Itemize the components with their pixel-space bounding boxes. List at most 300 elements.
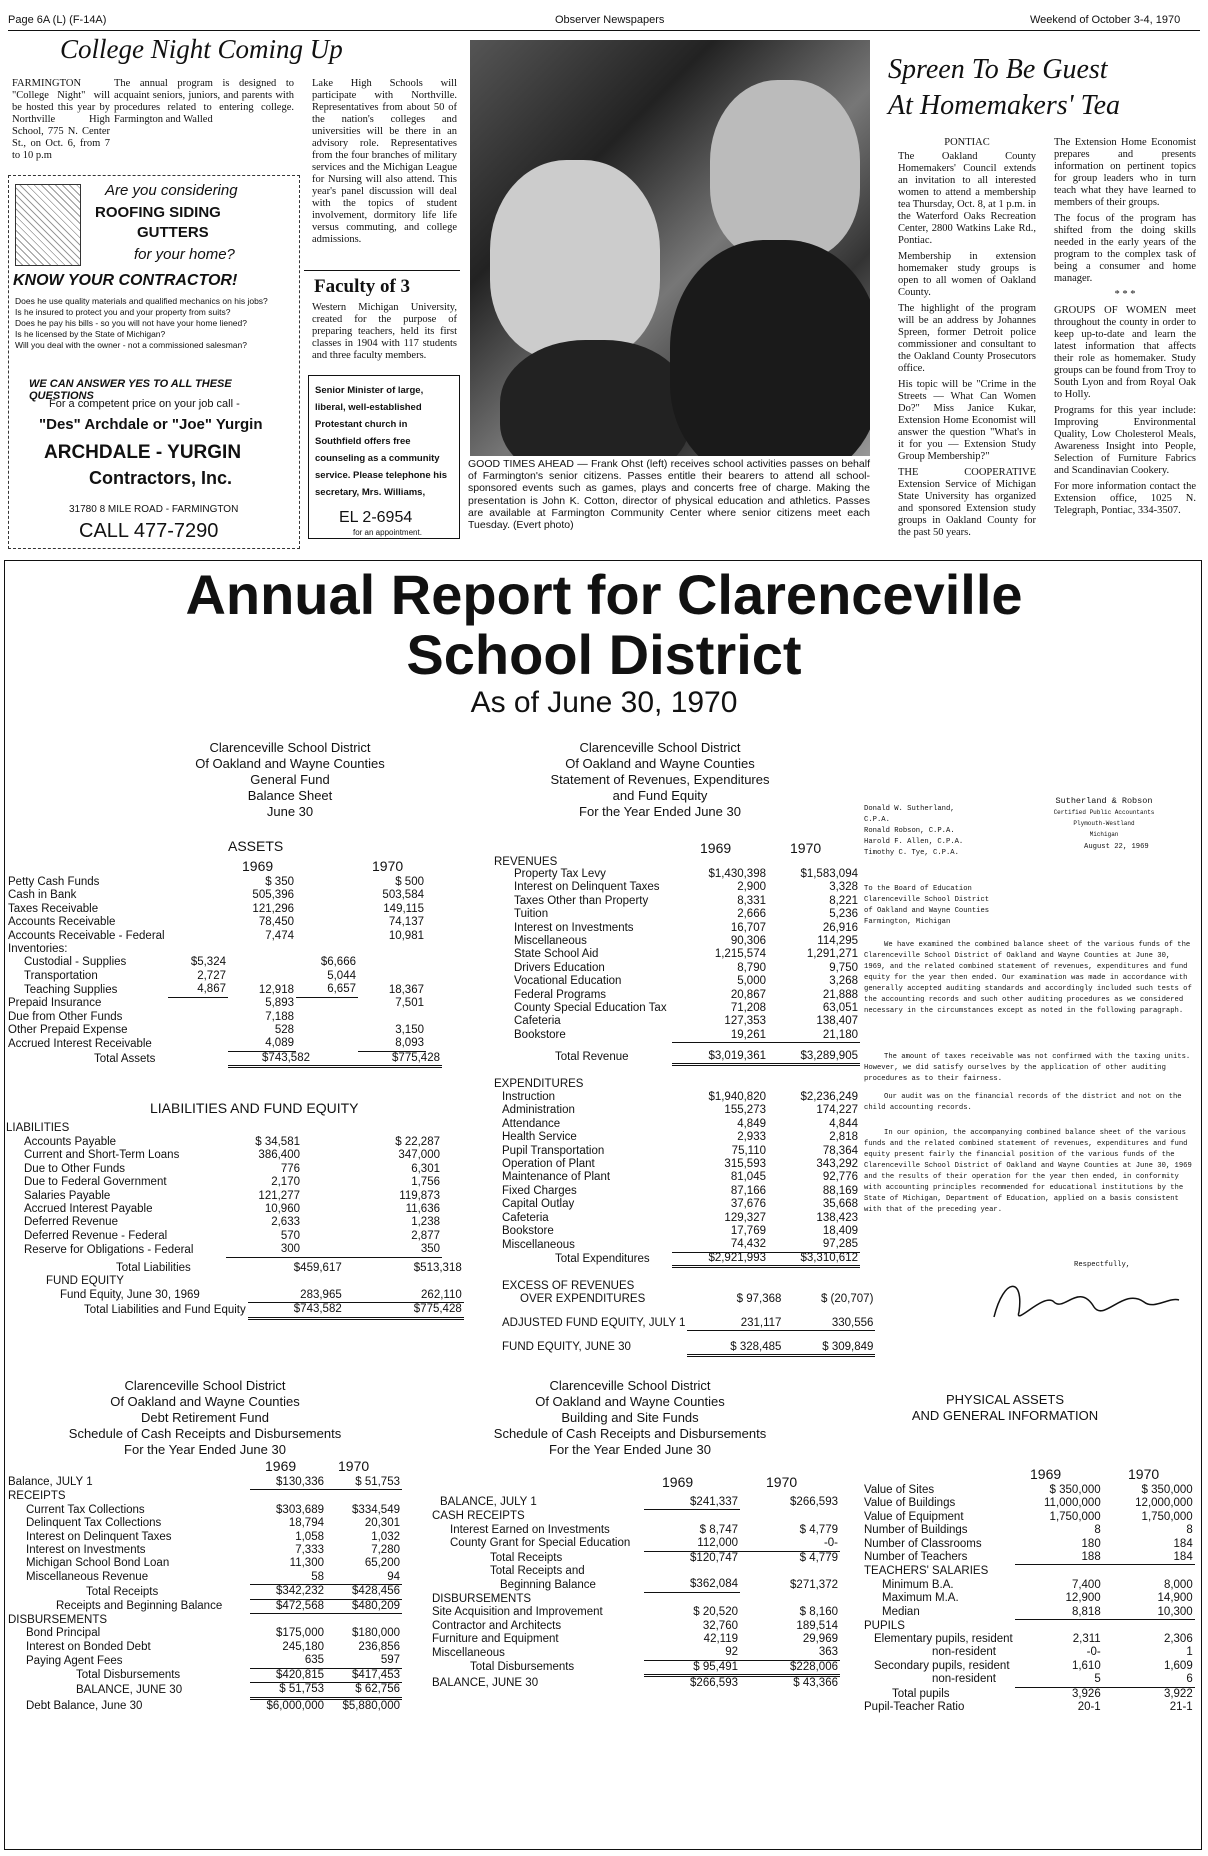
spacer (1103, 1620, 1195, 1633)
asset-1969: 4,089 (228, 1037, 296, 1051)
spreen-paragraph: Membership in extension homemaker study groups is open to all women of Oakland County. (898, 251, 1036, 298)
addressee-line: To the Board of Education (864, 885, 972, 893)
bldg-value-1969: $241,337 (644, 1496, 740, 1510)
auditor-signature (984, 1272, 1184, 1332)
debt-value-1970: 236,856 (358, 1640, 400, 1653)
asset-1969 (228, 970, 296, 983)
ad-bullets (15, 296, 295, 351)
table-row (6, 1504, 402, 1517)
bldg-disb-item: Furniture and Equipment (432, 1633, 559, 1646)
expenditure-label: Bookstore (502, 1225, 554, 1238)
table-row (6, 1243, 442, 1257)
bldg-disb-label: DISBURSEMENTS (432, 1592, 532, 1605)
debt-receipt-label: Interest on Investments (26, 1544, 146, 1557)
bldg-cash-item: Interest Earned on Investments (450, 1523, 610, 1536)
asset-sub-1970 (296, 943, 358, 956)
frank-ohst-suit (500, 340, 690, 456)
table-row (6, 1544, 402, 1557)
liability-1970: $ 22,287 (395, 1136, 440, 1148)
debt-value-1969: $420,815 (250, 1669, 326, 1683)
table-row (862, 1551, 1195, 1565)
revenue-1969: 8,790 (737, 961, 766, 974)
auditor-firm-city: Plymouth-Westland (1073, 820, 1135, 827)
table-row (430, 1593, 840, 1606)
table-row (862, 1688, 1195, 1701)
asset-1970: 74,137 (388, 916, 424, 929)
liability-1969: 570 (280, 1229, 300, 1242)
spreen-paragraph: His topic will be "Crime in the Streets — What Can Women Do?" Miss Janice Kukar, Extension Home Economist will answer the question "What's in it for you — Extension Study Group Membership?" (898, 379, 1036, 462)
total-pupils-label: Total pupils (892, 1687, 950, 1700)
ad-bullet: Does he pay his bills - so you will not have your home liened? (15, 318, 247, 328)
debt-balance-june-label: BALANCE, JUNE 30 (76, 1683, 183, 1696)
bldg-value-1970: $271,372 (790, 1578, 838, 1591)
table-row (862, 1633, 1195, 1646)
revenue-label: Interest on Delinquent Taxes (514, 881, 660, 894)
ad-bullet: Is he licensed by the State of Michigan? (15, 329, 166, 339)
bldg-value-1969: $ 8,747 (699, 1523, 738, 1536)
salary-label: Minimum B.A. (882, 1578, 954, 1591)
liability-1969: 2,170 (271, 1176, 300, 1189)
expenditure-1969: $1,940,820 (708, 1091, 766, 1103)
liability-label: Current and Short-Term Loans (24, 1149, 180, 1162)
heading-line: AND GENERAL INFORMATION (911, 1408, 1099, 1423)
total-revenue-row (500, 1050, 860, 1066)
table-row (500, 975, 860, 988)
table-row (500, 922, 860, 935)
revenue-1969: 20,867 (730, 988, 766, 1001)
auditor-firm-name: Sutherland & Robson (1055, 796, 1153, 806)
heading-line: Clarenceville School District (124, 1378, 286, 1393)
partner-name: Donald W. Sutherland, C.P.A. (864, 805, 955, 824)
asset-label: Taxes Receivable (8, 902, 99, 915)
table-row (500, 935, 860, 948)
pupil-label: Secondary pupils, resident (874, 1659, 1010, 1672)
asset-1970 (358, 1011, 426, 1024)
table-row (500, 1238, 860, 1252)
minister-ad-body: Senior Minister of large, liberal, well-established Protestant church in Southfield offers free counseling as a community service. Please telephone his secretary, Mrs. Williams, (315, 385, 448, 498)
physical-value-1969: 8 (1094, 1524, 1101, 1537)
ad-bullet: Is he insured to protect you and your property from suits? (15, 307, 231, 317)
debt-value-1970: 20,301 (364, 1517, 400, 1530)
debt-receipts-beg-label: Receipts and Beginning Balance (56, 1599, 223, 1612)
faculty-rule (304, 270, 460, 271)
asset-label: Inventories: (8, 943, 68, 956)
building-year-1970: 1970 (766, 1474, 798, 1490)
faculty-body: Western Michigan University, created for the purpose of preparing teachers, held its first classes in 1904 with 117 students and three faculty members. (312, 302, 457, 361)
liability-1969: 121,277 (258, 1189, 300, 1202)
frank-ohst-figure (490, 160, 660, 360)
expenditure-1969: 4,849 (737, 1117, 766, 1130)
revenues-table (500, 868, 860, 1043)
bldg-value-1969: $ 95,491 (644, 1660, 740, 1675)
expenditure-1969: 129,327 (724, 1211, 766, 1224)
assets-heading: ASSETS (228, 838, 284, 854)
table-row (500, 895, 860, 908)
publication-name: Observer Newspapers (555, 14, 665, 26)
spreen-paragraph: For more information contact the Extension office, 1025 N. Telegraph, Pontiac, 334-3507. (1054, 481, 1196, 516)
liability-1970: 347,000 (398, 1149, 440, 1162)
table-row (6, 876, 426, 889)
table-row (862, 1565, 1195, 1578)
table-row (430, 1524, 840, 1537)
table-row (6, 983, 426, 997)
revenue-1970: 3,328 (829, 881, 858, 894)
total-liabilities-label: Total Liabilities (116, 1262, 191, 1274)
physical-value-1969: 180 (1081, 1537, 1101, 1550)
pupil-value-1969: 1,610 (1071, 1659, 1101, 1672)
debt-disb-item: Paying Agent Fees (26, 1654, 123, 1667)
heading-line: For the Year Ended June 30 (549, 1442, 711, 1457)
liability-1970: 119,873 (399, 1189, 440, 1202)
pupil-value-1970: 1 (1186, 1646, 1193, 1659)
spacer (1015, 1620, 1103, 1633)
table-row (500, 1145, 860, 1158)
minister-ad-phone: EL 2-6954 (339, 509, 413, 526)
asset-1970 (358, 956, 426, 969)
fund-equity-june30-1970: $ 309,849 (783, 1341, 875, 1356)
liability-1969: 386,400 (258, 1149, 300, 1162)
table-row (430, 1537, 840, 1551)
adjusted-fund-label: ADJUSTED FUND EQUITY, JULY 1 (502, 1317, 686, 1330)
excess-1969: $ 97,368 (736, 1293, 782, 1306)
table-row (862, 1660, 1195, 1673)
table-row (862, 1497, 1195, 1510)
table-row (500, 1185, 860, 1198)
table-row (430, 1633, 840, 1646)
building-year-1969: 1969 (662, 1474, 694, 1490)
asset-sub-1970 (296, 1024, 358, 1037)
expenditure-1970: 2,818 (829, 1131, 858, 1144)
asset-sub-1969 (168, 1037, 228, 1051)
expenditure-1970: 97,285 (768, 1238, 860, 1252)
physical-label: Number of Classrooms (864, 1537, 982, 1550)
asset-1969: 505,396 (252, 889, 294, 902)
spreen-paragraph: The focus of the program has shifted from the doing skills needed in the early years of the program to the complex task of being a consumer and home manager. (1054, 213, 1196, 284)
table-row (500, 1225, 860, 1238)
report-title-line1: Annual Report for Clarenceville (185, 563, 1023, 626)
table-row (500, 1131, 860, 1144)
debt-value-1969: $342,232 (250, 1585, 326, 1599)
revenue-1969: 2,900 (737, 881, 766, 894)
asset-1969: 528 (274, 1023, 294, 1036)
photo-caption: GOOD TIMES AHEAD — Frank Ohst (left) receives school activities passes on behalf of Farmington's senior citizens. Passes entitle their bearers to attend all school-sponsored events such as games, plays and concerts free of charge. Making the presentation is John K. Cotton, director of physical education and athletics. Passes are available at Farmington Community Center where senior citizens meet each Tuesday. (Evert photo) (468, 458, 870, 532)
table-row (862, 1606, 1195, 1620)
spreen-col1 (898, 137, 1036, 539)
table-row (6, 1149, 442, 1162)
asset-sub-1969: 4,867 (168, 983, 228, 997)
table-row (6, 1641, 402, 1654)
physical-label: Number of Teachers (864, 1551, 968, 1564)
revenue-1970: 9,750 (829, 961, 858, 974)
expenditure-1970: 78,364 (822, 1144, 858, 1157)
physical-label: Number of Buildings (864, 1524, 968, 1537)
expenditure-1970: 138,423 (816, 1211, 858, 1224)
table-row (6, 1654, 402, 1668)
expenditure-1970: 174,227 (816, 1104, 858, 1117)
bldg-value-1970: 189,514 (796, 1619, 838, 1632)
fund-equity-june30-label: FUND EQUITY, JUNE 30 (502, 1341, 631, 1354)
expenditure-1970: 343,292 (816, 1158, 858, 1171)
spacer (644, 1565, 740, 1578)
expenditure-label: Miscellaneous (502, 1238, 575, 1251)
revenue-1970: $1,583,094 (800, 868, 858, 880)
debt-receipt-label: Interest on Delinquent Taxes (26, 1530, 172, 1543)
heading-line: Of Oakland and Wayne Counties (195, 756, 385, 771)
debt-receipts-label: RECEIPTS (8, 1490, 66, 1503)
liability-1970: 350 (302, 1243, 442, 1257)
ad-price: For a competent price on your job call - (49, 398, 240, 410)
bldg-disb-item: Site Acquisition and Improvement (432, 1606, 603, 1619)
bldg-value-1970: 29,969 (802, 1633, 838, 1646)
fund-equity-june30-1969: $ 328,485 (687, 1341, 783, 1356)
total-liab-fund-1969: $743,582 (248, 1303, 344, 1318)
bldg-value-1970: -0- (740, 1537, 840, 1551)
expenditure-1970: 4,844 (829, 1117, 858, 1130)
expenditure-1969: 87,166 (730, 1184, 766, 1197)
fund-equity-1969: 283,965 (248, 1289, 344, 1303)
bldg-value-1969: $362,084 (644, 1578, 740, 1592)
asset-sub-1970 (296, 903, 358, 916)
asset-sub-1969 (168, 1011, 228, 1024)
asset-sub-1969 (168, 943, 228, 956)
bldg-value-1969: 42,119 (703, 1633, 738, 1646)
spacer (326, 1614, 402, 1627)
debt-value-1969: 58 (250, 1571, 326, 1585)
liability-label: Accrued Interest Payable (24, 1203, 153, 1216)
good-times-photo (470, 40, 870, 456)
liability-label: Due to Other Funds (24, 1162, 125, 1175)
heading-line: Schedule of Cash Receipts and Disbursements (68, 1426, 342, 1441)
total-expenditures-1970: $3,310,612 (768, 1252, 860, 1267)
revenue-1969: 8,331 (737, 894, 766, 907)
physical-value-1969: $ 350,000 (1049, 1484, 1101, 1496)
revenue-label: Interest on Investments (514, 921, 634, 934)
liability-label: Deferred Revenue - Federal (24, 1229, 168, 1242)
expenditure-1970: 92,776 (822, 1171, 858, 1184)
heading-line: General Fund (250, 772, 330, 787)
expenditure-1969: 2,933 (737, 1131, 766, 1144)
debt-value-1970: 1,032 (371, 1530, 400, 1543)
ad-address: 31780 8 MILE ROAD - FARMINGTON (69, 504, 239, 515)
asset-1970: 3,150 (395, 1023, 424, 1036)
table-row (862, 1511, 1195, 1524)
expenditure-1969: 74,432 (672, 1238, 768, 1252)
debt-receipt-label: Miscellaneous Revenue (26, 1571, 149, 1584)
heading-line: Clarenceville School District (209, 740, 371, 755)
liability-1970: 1,238 (411, 1216, 440, 1229)
ratio-1970: 21-1 (1169, 1701, 1193, 1713)
revenue-1970: 21,888 (822, 988, 858, 1001)
bldg-value-1969: $266,593 (690, 1677, 738, 1690)
expenditures-table (500, 1091, 860, 1253)
heading-line: Statement of Revenues, Expenditures (550, 772, 770, 787)
table-row (6, 1037, 426, 1051)
asset-1970: 18,367 (388, 983, 424, 996)
spreen-separator: * * * (1114, 289, 1136, 300)
heading-line: Debt Retirement Fund (141, 1410, 269, 1425)
heading-line: June 30 (266, 804, 314, 819)
debt-disb-item: Interest on Bonded Debt (26, 1640, 151, 1653)
debt-year-1970: 1970 (338, 1458, 370, 1474)
total-revenue-1970: $3,289,905 (768, 1050, 860, 1065)
table-row (500, 1002, 860, 1015)
table-row (6, 1024, 426, 1037)
liabilities-table (6, 1136, 442, 1258)
excess-table (500, 1280, 875, 1357)
spreen-paragraph: The Oakland County Homemakers' Council extends an invitation to all interested women to attend a membership tea Thursday, Oct. 8, at 1 p.m. in the Waterford Oaks Recreation Center, 2800 Watkins Lake Rd., Pontiac. (898, 151, 1036, 246)
table-row (500, 881, 860, 894)
revenue-1969: $1,430,398 (708, 868, 766, 880)
asset-sub-1969: 2,727 (197, 969, 226, 982)
table-row (862, 1592, 1195, 1605)
table-row (6, 997, 426, 1010)
heading-line: Of Oakland and Wayne Counties (110, 1394, 300, 1409)
partner-name: Timothy C. Tye, C.P.A. (864, 849, 959, 857)
spacer (740, 1565, 840, 1578)
college-night-col1: FARMINGTON "College Night" will be hosted this year by Northville High School, 775 N. Center St., on Oct. 6, from 7 to 10 p.m (12, 78, 110, 161)
debt-value-1969: $175,000 (276, 1627, 324, 1640)
assets-table (6, 876, 426, 1052)
table-row (500, 1198, 860, 1211)
asset-1969: 121,296 (252, 902, 294, 915)
revenue-label: Vocational Education (514, 975, 622, 988)
table-row (862, 1579, 1195, 1592)
table-row (500, 962, 860, 975)
page-number: Page 6A (L) (F-14A) (8, 14, 107, 26)
expenditure-label: Health Service (502, 1131, 577, 1144)
revenues-year-1969: 1969 (700, 840, 732, 856)
debt-value-1970: $180,000 (352, 1627, 400, 1640)
revenue-label: Cafeteria (514, 1015, 561, 1028)
revenues-year-1970: 1970 (790, 840, 822, 856)
physical-year-1969: 1969 (1030, 1466, 1062, 1482)
revenue-1970: 114,295 (817, 935, 858, 948)
asset-sub-1969 (168, 889, 228, 902)
auditor-partners (864, 804, 984, 859)
asset-sub-1970 (296, 997, 358, 1010)
bldg-receipts-beg-label: Total Receipts and (490, 1565, 585, 1578)
table-row (430, 1496, 840, 1510)
total-liabilities-1970: $513,318 (413, 1262, 462, 1274)
auditor-closing: Respectfully, (1074, 1261, 1131, 1269)
spreen-paragraph: Programs for this year include: Improving Environmental Quality, Low Cholesterol Meals, Awareness Insight into People, Selection of Furniture Fabrics and Scandinavian Cookery. (1054, 405, 1196, 476)
table-row (500, 1118, 860, 1131)
expenditure-label: Instruction (502, 1091, 556, 1103)
table-row (500, 1029, 860, 1043)
spacer (740, 1593, 840, 1606)
spacer (1103, 1565, 1195, 1578)
revenue-label: Drivers Education (514, 961, 605, 974)
expenditure-label: Operation of Plant (502, 1158, 595, 1171)
heading-line: Schedule of Cash Receipts and Disbursements (493, 1426, 767, 1441)
physical-assets-table (862, 1484, 1195, 1714)
liability-label: Accounts Payable (24, 1136, 117, 1148)
asset-label: Accounts Receivable - Federal (8, 929, 165, 942)
bldg-value-1969: 92 (644, 1646, 740, 1660)
asset-label: Other Prepaid Expense (8, 1023, 128, 1036)
building-fund-table (430, 1496, 840, 1691)
debt-value-1969: $ 51,753 (250, 1683, 326, 1698)
heading-line: For the Year Ended June 30 (579, 804, 741, 819)
total-assets-1970: $775,428 (312, 1052, 442, 1067)
debt-value-1970: $334,549 (352, 1503, 400, 1516)
salary-value-1970: 14,900 (1157, 1592, 1193, 1605)
asset-sub-1969 (168, 930, 228, 943)
physical-value-1970: 12,000,000 (1135, 1497, 1193, 1510)
table-row (862, 1524, 1195, 1537)
pupil-label: non-resident (932, 1646, 996, 1659)
table-row (6, 1517, 402, 1530)
asset-label: Petty Cash Funds (8, 876, 100, 888)
spreen-paragraph: GROUPS OF WOMEN meet throughout the county in order to keep up-to-date and learn the latest information that affects their role as homemaker. Study groups can be found from Troy to South Lyon and from Royal Oak to Holly. (1054, 305, 1196, 400)
spreen-paragraph: The highlight of the program will be an address by Johannes Spreen, former Detroit police commissioner and consultant to the Oakland County Prosecutors office. (898, 303, 1036, 374)
asset-sub-1970 (296, 876, 358, 889)
addressee-line: Farmington, Michigan (864, 918, 951, 926)
liability-1970: 11,636 (405, 1203, 440, 1216)
ad-line-for-home: for your home? (134, 246, 235, 263)
minister-ad (308, 375, 460, 539)
asset-1970 (358, 970, 426, 983)
spacer (250, 1614, 326, 1627)
asset-sub-1969 (168, 903, 228, 916)
asset-sub-1970 (296, 1037, 358, 1051)
table-row (6, 1203, 442, 1216)
table-row (6, 1011, 426, 1024)
bldg-total-disb-label: Total Disbursements (470, 1661, 575, 1674)
revenue-1970: 138,407 (816, 1015, 858, 1028)
spacer (644, 1510, 740, 1523)
spacer (326, 1490, 402, 1503)
debt-value-1970: 7,280 (371, 1544, 400, 1557)
physical-value-1969: 188 (1015, 1551, 1103, 1565)
auditor-letter (864, 790, 1194, 1350)
liability-1969: 300 (226, 1243, 302, 1257)
total-expenditures-row (500, 1252, 860, 1268)
asset-sub-1969 (168, 997, 228, 1010)
debt-value-1970: $428,456 (326, 1585, 402, 1599)
table-row (6, 1614, 402, 1627)
revenue-label: Bookstore (514, 1029, 566, 1042)
asset-1970: 503,584 (382, 889, 424, 902)
excess-1970: $ (20,707) (820, 1293, 874, 1306)
total-revenue-1969: $3,019,361 (672, 1050, 768, 1065)
table-row (430, 1660, 840, 1675)
bldg-balance-label: BALANCE, JULY 1 (440, 1496, 537, 1509)
spreen-headline-1: Spreen To Be Guest (888, 54, 1108, 85)
liability-1969: $ 34,581 (255, 1136, 300, 1148)
liabilities-heading: LIABILITIES AND FUND EQUITY (150, 1100, 359, 1116)
expenditure-1970: 88,169 (822, 1184, 858, 1197)
expenditure-1970: $2,236,249 (800, 1091, 858, 1103)
pupil-label: Elementary pupils, resident (874, 1632, 1013, 1645)
ratio-1969: 20-1 (1077, 1701, 1101, 1713)
physical-value-1970: 184 (1173, 1537, 1193, 1550)
masthead-rule (8, 30, 1200, 31)
total-assets-row (6, 1052, 442, 1068)
debt-value-1970: 597 (326, 1654, 402, 1668)
physical-label: Value of Sites (864, 1484, 935, 1496)
liability-label: Due to Federal Government (24, 1176, 167, 1189)
debt-value-1969: $472,568 (250, 1600, 326, 1614)
asset-sub-1970: 5,044 (327, 969, 356, 982)
revenue-1969: 16,707 (730, 921, 766, 934)
total-assets-1969: $743,582 (228, 1052, 312, 1067)
asset-label: Transportation (24, 969, 98, 982)
revenue-1969: 71,208 (730, 1002, 766, 1015)
asset-sub-1969 (168, 1024, 228, 1037)
asset-label: Accrued Interest Receivable (8, 1037, 152, 1050)
ad-line-considering: Are you considering (105, 182, 238, 199)
